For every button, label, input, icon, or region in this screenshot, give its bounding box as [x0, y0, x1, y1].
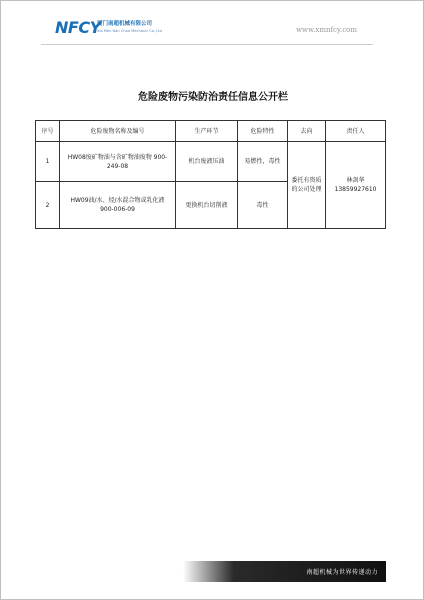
responsible-name: 林剑华 — [346, 177, 365, 184]
column-header-destination: 去向 — [288, 121, 326, 142]
cell-no: 1 — [36, 142, 60, 182]
table-row — [36, 142, 386, 182]
company-name-cn: 厦门南超机械有限公司 — [97, 21, 153, 27]
cell-waste-name: HW09油/水、烃/水混合物或乳化液 900-006-09 — [60, 182, 176, 229]
header-divider — [41, 44, 373, 45]
column-header-hazard: 危险特性 — [238, 121, 288, 142]
cell-stage: 更换机台切削液 — [176, 182, 238, 229]
cell-waste-name: HW08废矿物油与含矿物油废物 900-249-08 — [60, 142, 176, 182]
column-header-name: 危险废物名称及编号 — [60, 121, 176, 142]
cell-responsible — [326, 142, 386, 229]
cell-stage: 机台废液压油 — [176, 142, 238, 182]
hazardous-waste-table — [35, 120, 386, 229]
table-header-row — [36, 121, 386, 142]
cell-no: 2 — [36, 182, 60, 229]
cell-hazard: 毒性 — [238, 182, 288, 229]
logo-mark: NFCY — [55, 18, 101, 37]
footer-banner — [183, 561, 386, 582]
footer-slogan: 南超机械为世界传递动力 — [306, 569, 378, 576]
column-header-stage: 生产环节 — [176, 121, 238, 142]
company-name-en: Xia Men Nan Chao Mechanic Co.,Ltd — [97, 29, 162, 33]
cell-hazard: 易燃性，毒性 — [238, 142, 288, 182]
responsible-phone: 13859927610 — [334, 186, 377, 193]
website-url: www.xmnfcy.com — [296, 26, 357, 34]
column-header-responsible: 责任人 — [326, 121, 386, 142]
cell-destination: 委托有资质的公司处理 — [288, 142, 326, 229]
column-header-no: 序号 — [36, 121, 60, 142]
document-title: 危险废物污染防治责任信息公开栏 — [138, 92, 288, 103]
